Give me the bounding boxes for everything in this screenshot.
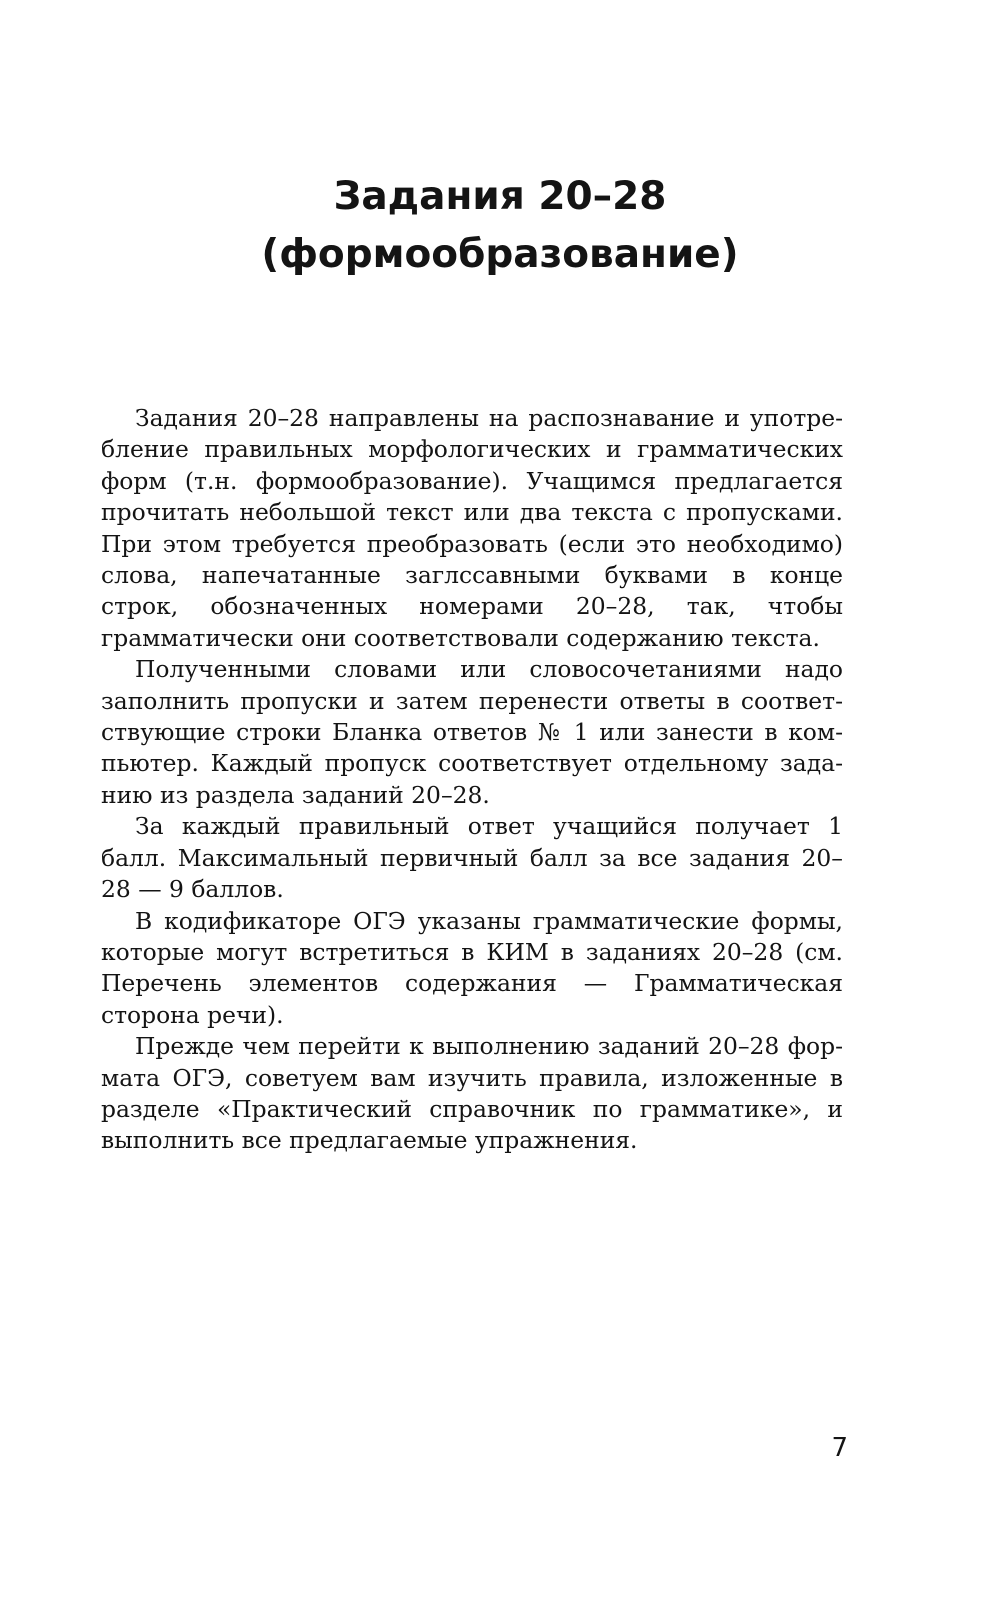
page-title	[100, 168, 900, 284]
paragraph-5: Прежде чем перейти к выполнению заданий 20–28 формата ОГЭ, советуем вам изучить правила, изложенные в разделе «Практический справочник по грамматике», и выполнить все предлагаемые упражнения.	[101, 1032, 843, 1155]
page-title-line-1: Задания 20–28	[333, 174, 667, 219]
page-title-line-2: (формообразование)	[261, 232, 739, 277]
paragraph-1: Задания 20–28 направлены на распознавание и употребление правильных морфологических и грамматических форм (т.н. формообразование). Учащимся предлагается прочитать небольшой текст или два текста с пропусками. При этом требуется преобразовать (если это необходимо) слова, напечатанные заглссавными буквами в конце строк, обозначенных номерами 20–28, так, чтобы грамматически они соответствовали содержанию текста.	[101, 404, 843, 652]
paragraph-4: В кодификаторе ОГЭ указаны грамматические формы, которые могут встретиться в КИМ в заданиях 20–28 (см. Перечень элементов содержания — Грамматическая сторона речи).	[101, 906, 843, 1029]
paragraph-2: Полученными словами или словосочетаниями надо заполнить пропуски и затем перенести ответы в соответствующие строки Бланка ответов № 1 или занести в компьютер. Каждый пропуск соответствует отдельному заданию из раздела заданий 20–28.	[101, 655, 843, 809]
body-text	[101, 403, 843, 1157]
page-number: 7	[831, 1433, 848, 1463]
paragraph-3: За каждый правильный ответ учащийся получает 1 балл. Максимальный первичный балл за все задания 20–28 — 9 баллов.	[101, 812, 843, 904]
